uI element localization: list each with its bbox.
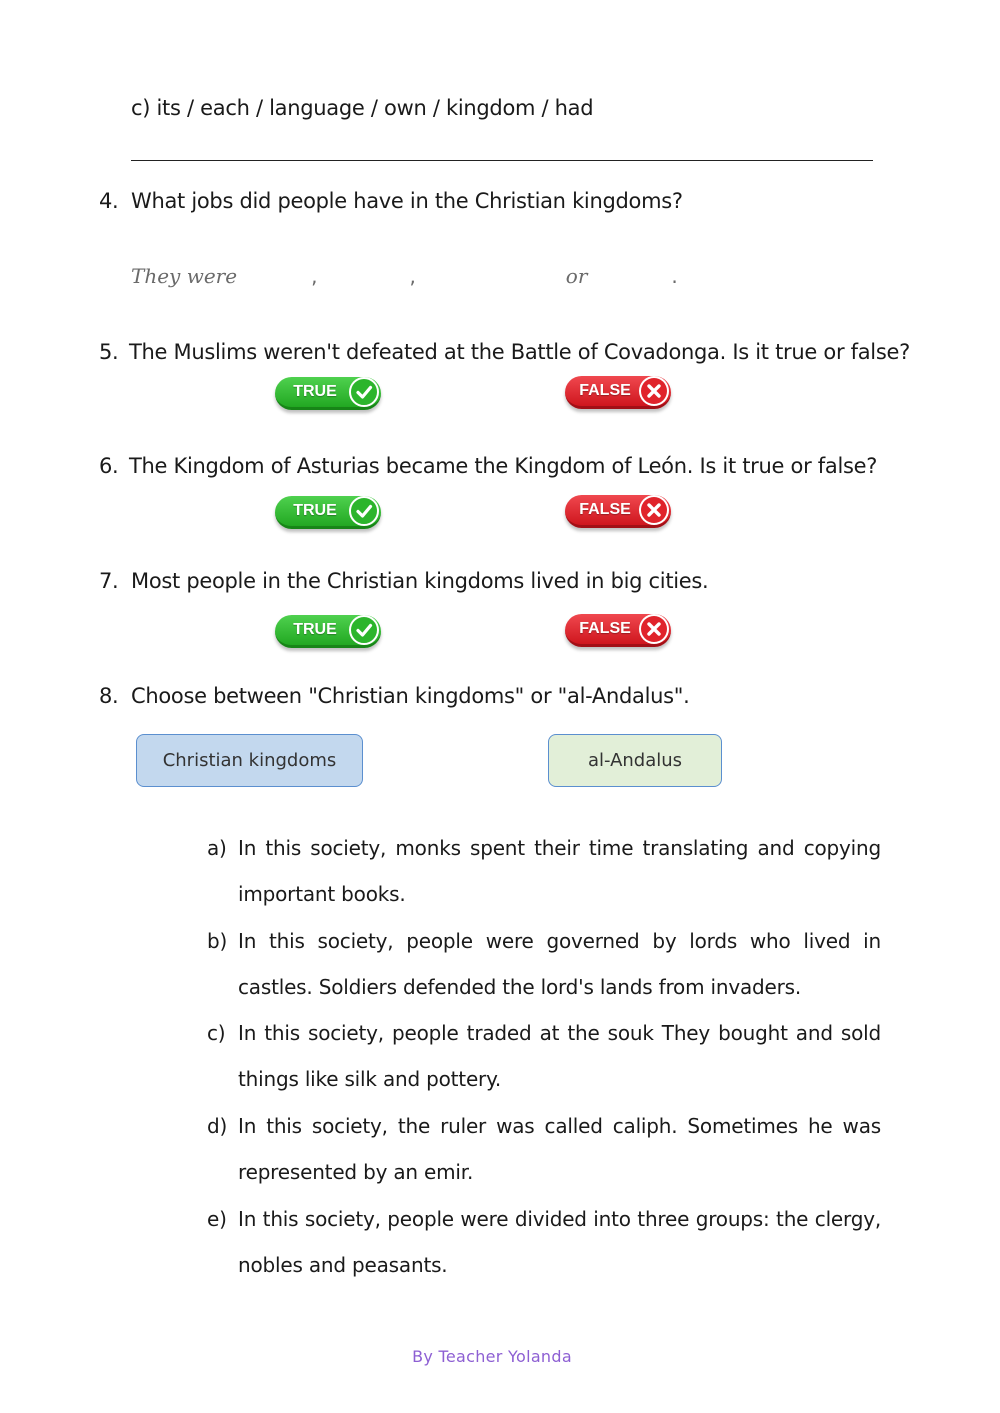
statement-text: In this society, monks spent their time translating and copying important books. — [238, 836, 881, 906]
close-icon — [639, 614, 669, 644]
q4-answer-sentence — [131, 262, 678, 290]
q6-false-button[interactable] — [565, 495, 671, 528]
q3c-prompt: c) its / each / language / own / kingdom / had — [131, 96, 594, 120]
category-christian-kingdoms[interactable]: Christian kingdoms — [136, 734, 363, 787]
q6-number: 6. — [99, 454, 119, 478]
q6-true-button[interactable] — [275, 496, 381, 529]
q4-blank-3[interactable] — [416, 262, 566, 290]
q5-true-label: TRUE — [293, 383, 337, 400]
q4-comma-2: , — [409, 264, 416, 288]
q7-false-button[interactable] — [565, 614, 671, 647]
statement-text: In this society, the ruler was called caliph. Sometimes he was represented by an emir. — [238, 1114, 881, 1184]
statement-d[interactable] — [207, 1103, 881, 1195]
q5-false-label: FALSE — [579, 382, 631, 399]
statement-letter: a) — [207, 836, 227, 860]
category-al-andalus[interactable]: al-Andalus — [548, 734, 722, 787]
footer-credit: By Teacher Yolanda — [412, 1347, 572, 1366]
statement-letter: b) — [207, 929, 228, 953]
q4-hint-start: They were — [131, 264, 238, 288]
statement-e[interactable] — [207, 1196, 881, 1288]
q4-blank-1[interactable] — [237, 262, 311, 290]
statement-text: In this society, people were divided into three groups: the clergy, nobles and peasants. — [238, 1207, 881, 1277]
q3c-answer-line[interactable] — [131, 160, 873, 161]
q6-question: The Kingdom of Asturias became the Kingdom of León. Is it true or false? — [129, 454, 878, 478]
statement-letter: d) — [207, 1114, 228, 1138]
q7-true-label: TRUE — [293, 621, 337, 638]
check-icon — [349, 377, 379, 407]
q4-number: 4. — [99, 189, 119, 213]
q4-period: . — [671, 264, 678, 288]
close-icon — [639, 495, 669, 525]
statement-text: In this society, people were governed by lords who lived in castles. Soldiers defended the lord's lands from invaders. — [238, 929, 881, 999]
statement-letter: e) — [207, 1207, 227, 1231]
statement-letter: c) — [207, 1021, 226, 1045]
q4-question: What jobs did people have in the Christian kingdoms? — [131, 189, 683, 213]
q7-true-button[interactable] — [275, 615, 381, 648]
q6-false-label: FALSE — [579, 501, 631, 518]
statement-text: In this society, people traded at the souk They bought and sold things like silk and pottery. — [238, 1021, 881, 1091]
statement-a[interactable] — [207, 825, 881, 917]
check-icon — [349, 496, 379, 526]
q4-or-word: or — [565, 264, 588, 288]
q7-number: 7. — [99, 569, 119, 593]
q8-question: Choose between "Christian kingdoms" or "al-Andalus". — [131, 684, 690, 708]
q7-false-label: FALSE — [579, 620, 631, 637]
q5-number: 5. — [99, 340, 119, 364]
q5-true-button[interactable] — [275, 377, 381, 410]
check-icon — [349, 615, 379, 645]
close-icon — [639, 376, 669, 406]
q5-false-button[interactable] — [565, 376, 671, 409]
q5-question: The Muslims weren't defeated at the Battle of Covadonga. Is it true or false? — [129, 340, 910, 364]
statement-c[interactable] — [207, 1010, 881, 1102]
q4-blank-4[interactable] — [587, 262, 671, 290]
q6-true-label: TRUE — [293, 502, 337, 519]
q7-question: Most people in the Christian kingdoms lived in big cities. — [131, 569, 709, 593]
statement-b[interactable] — [207, 918, 881, 1010]
q4-blank-2[interactable] — [317, 262, 409, 290]
q8-number: 8. — [99, 684, 119, 708]
q4-comma-1: , — [311, 264, 318, 288]
